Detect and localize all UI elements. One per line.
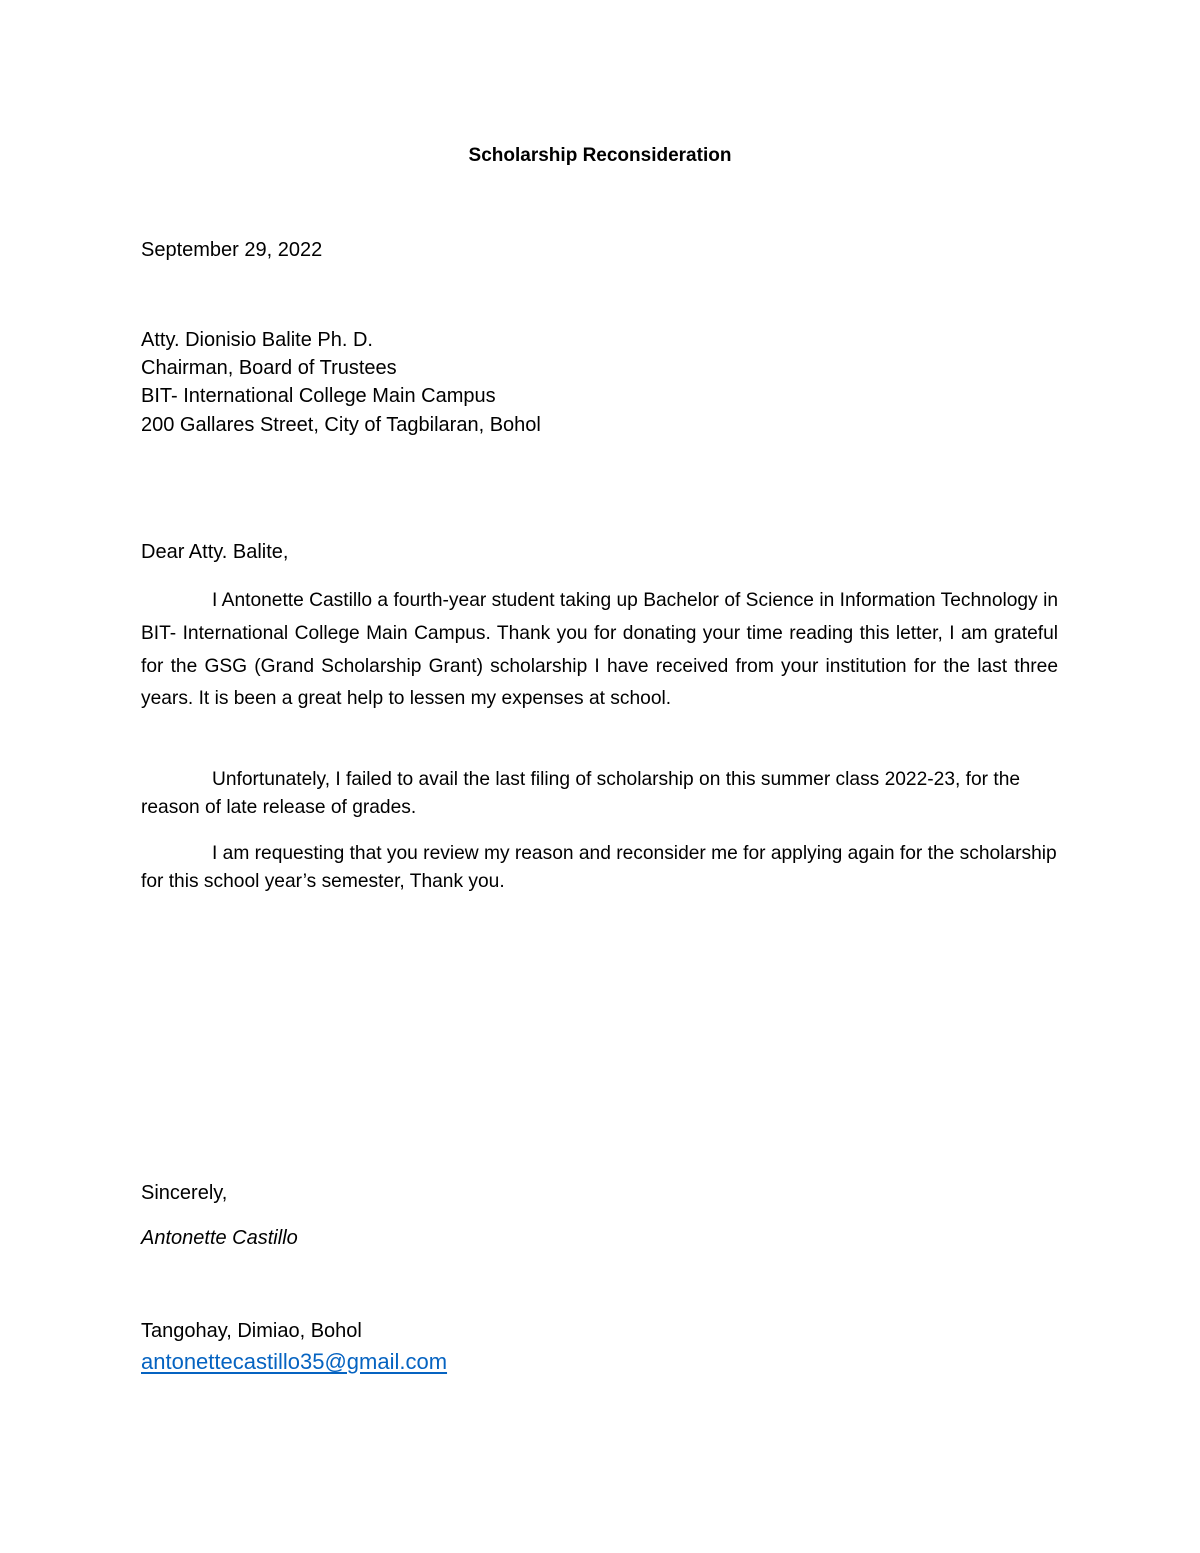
letter-title: Scholarship Reconsideration (468, 145, 732, 166)
signature-name: Antonette Castillo (141, 1227, 298, 1249)
body-paragraph-3: I am requesting that you review my reason and reconsider me for applying again for the scholarship for this school year’s semester, Thank you. (141, 843, 1057, 892)
salutation: Dear Atty. Balite, (141, 541, 289, 563)
sender-address: Tangohay, Dimiao, Bohol (141, 1320, 362, 1342)
letter-date: September 29, 2022 (141, 239, 323, 261)
sender-email-link[interactable]: antonettecastillo35@gmail.com (141, 1349, 448, 1374)
body-paragraph-1: I Antonette Castillo a fourth-year student taking up Bachelor of Science in Information Technology in BIT- International College Main Campus. Thank you for donating your time reading this letter, I am grateful for the GSG (Grand Scholarship Grant) scholarship I have received from your institution for the last three years. It is been a great help to lessen my expenses at school. (141, 590, 1058, 710)
recipient-institution: BIT- International College Main Campus (141, 385, 496, 407)
recipient-address: 200 Gallares Street, City of Tagbilaran, Bohol (141, 414, 541, 436)
recipient-name: Atty. Dionisio Balite Ph. D. (141, 329, 373, 351)
recipient-position: Chairman, Board of Trustees (141, 357, 397, 379)
closing: Sincerely, (141, 1182, 228, 1204)
body-paragraph-2: Unfortunately, I failed to avail the last filing of scholarship on this summer class 2022-23, for the reason of late release of grades. (141, 769, 1021, 818)
